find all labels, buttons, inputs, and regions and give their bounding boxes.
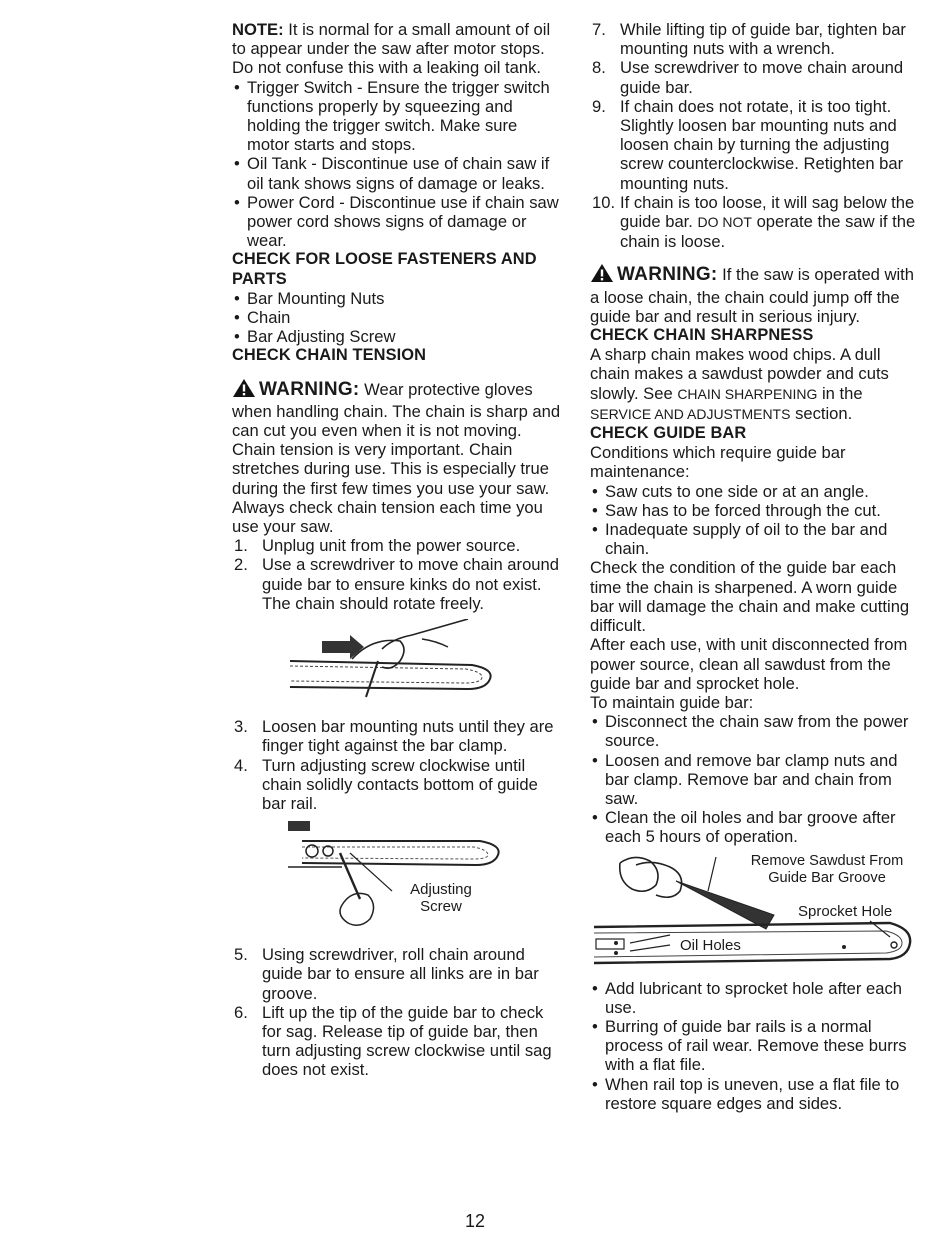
list-item: • Clean the oil holes and bar groove after each 5 hours of operation. [590, 808, 920, 846]
step-number: 4. [234, 755, 248, 775]
list-item: • Saw has to be forced through the cut. [590, 501, 920, 520]
maintain-intro: To maintain guide bar: [590, 692, 754, 712]
list-item: • Add lubricant to sprocket hole after each use. [590, 979, 920, 1017]
figure-screwdriver-move-chain [232, 619, 562, 711]
list-item: • Disconnect the chain saw from the power source. [590, 712, 920, 750]
step-item [232, 717, 562, 755]
list-item: • Bar Adjusting Screw [232, 327, 562, 346]
warning-text: If the saw is operated with a loose chain, the chain could jump off the guide bar and result in serious injury. [590, 265, 915, 326]
adjusting-screw-illustration [232, 819, 562, 939]
warning-label: WARNING: [617, 264, 718, 286]
warning-loose-chain [590, 263, 920, 326]
step-number: 8. [592, 58, 606, 78]
figure-guide-bar-cleaning [590, 851, 920, 973]
list-item: • Inadequate supply of oil to the bar and chain. [590, 520, 920, 558]
note [232, 20, 562, 78]
step-item [590, 193, 920, 252]
step-item [232, 756, 562, 814]
page-number: 12 [464, 1211, 486, 1231]
step-text: If chain is too loose, it will sag below the guide bar. [620, 192, 915, 232]
guide-intro: Conditions which require guide bar maintenance: [590, 443, 846, 482]
inspect-bullet-list [232, 78, 562, 251]
conditions-bullet-list [590, 482, 920, 559]
list-item: • When rail top is uneven, use a flat file to restore square edges and sides. [590, 1075, 920, 1113]
fasteners-bullet-list [232, 289, 562, 347]
list-item: • Burring of guide bar rails is a normal process of rail wear. Remove these burrs with a flat file. [590, 1017, 920, 1075]
heading-chain-sharpness: CHECK CHAIN SHARPNESS [590, 326, 814, 345]
sharpness-text: section. [790, 403, 853, 423]
step-number: 2. [234, 555, 248, 575]
sharpness-text: in the [817, 383, 863, 403]
step-text: Using screwdriver, roll chain around guide bar to ensure all links are in bar groove. [262, 945, 539, 1003]
guide-paragraph: After each use, with unit disconnected from power source, clean all sawdust from the guide bar and sprocket hole. [590, 635, 908, 693]
list-item: • Saw cuts to one side or at an angle. [590, 482, 920, 501]
step-text: Lift up the tip of the guide bar to check for sag. Release tip of guide bar, then turn adjusting screw clockwise until sag does not exist. [262, 1002, 552, 1080]
right-column [590, 20, 920, 1113]
step-number: 6. [234, 1002, 248, 1022]
figure-label-sprocket-hole: Sprocket Hole [798, 902, 893, 920]
step-item [590, 58, 920, 96]
warning-text: Wear protective gloves when handling chain. The chain is sharp and can cut you even when it is not moving. [232, 379, 561, 441]
step-text: While lifting tip of guide bar, tighten bar mounting nuts with a wrench. [620, 20, 906, 59]
note-text: It is normal for a small amount of oil to appear under the saw after motor stops. Do not confuse this with a leaking oil tank. [232, 20, 551, 78]
step-number: 7. [592, 20, 606, 39]
heading-guide-bar: CHECK GUIDE BAR [590, 424, 747, 443]
step-item [232, 1003, 562, 1080]
step-item [232, 555, 562, 613]
note-label: NOTE: [232, 20, 284, 39]
list-item: • Loosen and remove bar clamp nuts and bar clamp. Remove bar and chain from saw. [590, 751, 920, 809]
figure-adjusting-screw [232, 819, 562, 939]
step-item [232, 536, 562, 555]
tension-paragraph: Chain tension is very important. Chain stretches during use. This is especially true during the first few times you use your saw. Always check chain tension each time you use your saw. [232, 440, 550, 537]
maintain-bullet-list [590, 712, 920, 846]
list-item: • Power Cord - Discontinue use if chain saw power cord shows signs of damage or wear. [232, 193, 562, 251]
step-number: 10. [592, 192, 616, 212]
warning-label: WARNING: [259, 378, 360, 400]
steps-list-b [232, 717, 562, 813]
warning-icon [590, 263, 614, 287]
step-number: 3. [234, 717, 248, 737]
step-item [590, 20, 920, 58]
sharpness-text: A sharp chain makes wood chips. A dull chain makes a sawdust powder and cuts slowly. See [590, 345, 889, 403]
step-text: If chain does not rotate, it is too tight. Slightly loosen bar mounting nuts and loosen chain by turning the adjusting screw counterclockwise. Retighten bar mounting nuts. [620, 96, 904, 193]
list-item: • Chain [232, 308, 562, 327]
heading-fasteners: CHECK FOR LOOSE FASTENERS AND PARTS [232, 250, 537, 288]
left-column [232, 20, 562, 1080]
steps-list-right [590, 20, 920, 251]
figure-label-oil-holes: Oil Holes [680, 936, 741, 954]
figure-label-adjusting-screw: Adjusting Screw [410, 881, 472, 916]
step-text: Unplug unit from the power source. [262, 536, 521, 556]
sharpness-ref: CHAIN SHARPENING [677, 385, 818, 402]
step-item [232, 945, 562, 1003]
step-number: 9. [592, 96, 606, 116]
warning-gloves [232, 378, 562, 441]
warning-icon [232, 378, 256, 402]
after-bullet-list [590, 979, 920, 1113]
step-text-caps: DO NOT [697, 214, 752, 231]
sharpness-ref: SERVICE AND ADJUSTMENTS [590, 405, 791, 422]
sharpness-paragraph [590, 345, 920, 424]
steps-list-c [232, 945, 562, 1079]
step-item [590, 97, 920, 193]
list-item: • Oil Tank - Discontinue use of chain saw if oil tank shows signs of damage or leaks. [232, 154, 562, 192]
step-number: 5. [234, 945, 248, 965]
steps-list-a [232, 536, 562, 613]
step-text: Turn adjusting screw clockwise until chain solidly contacts bottom of guide bar rail. [262, 755, 538, 813]
guide-bar-illustration [232, 619, 562, 711]
step-text: operate the saw if the chain is loose. [620, 212, 916, 252]
heading-chain-tension: CHECK CHAIN TENSION [232, 346, 427, 365]
list-item: • Bar Mounting Nuts [232, 289, 562, 308]
figure-label-groove: Remove Sawdust From Guide Bar Groove [750, 852, 904, 886]
step-text: Use screwdriver to move chain around guide bar. [620, 58, 904, 97]
step-number: 1. [234, 536, 248, 556]
guide-paragraph: Check the condition of the guide bar each time the chain is sharpened. A worn guide bar will damage the chain and make cutting difficult. [590, 558, 910, 636]
list-item: • Trigger Switch - Ensure the trigger switch functions properly by squeezing and holding the trigger switch. Make sure motor starts and stops. [232, 78, 562, 155]
step-text: Loosen bar mounting nuts until they are finger tight against the bar clamp. [262, 717, 554, 756]
step-text: Use a screwdriver to move chain around guide bar to ensure kinks do not exist. The chain should rotate freely. [262, 555, 559, 613]
